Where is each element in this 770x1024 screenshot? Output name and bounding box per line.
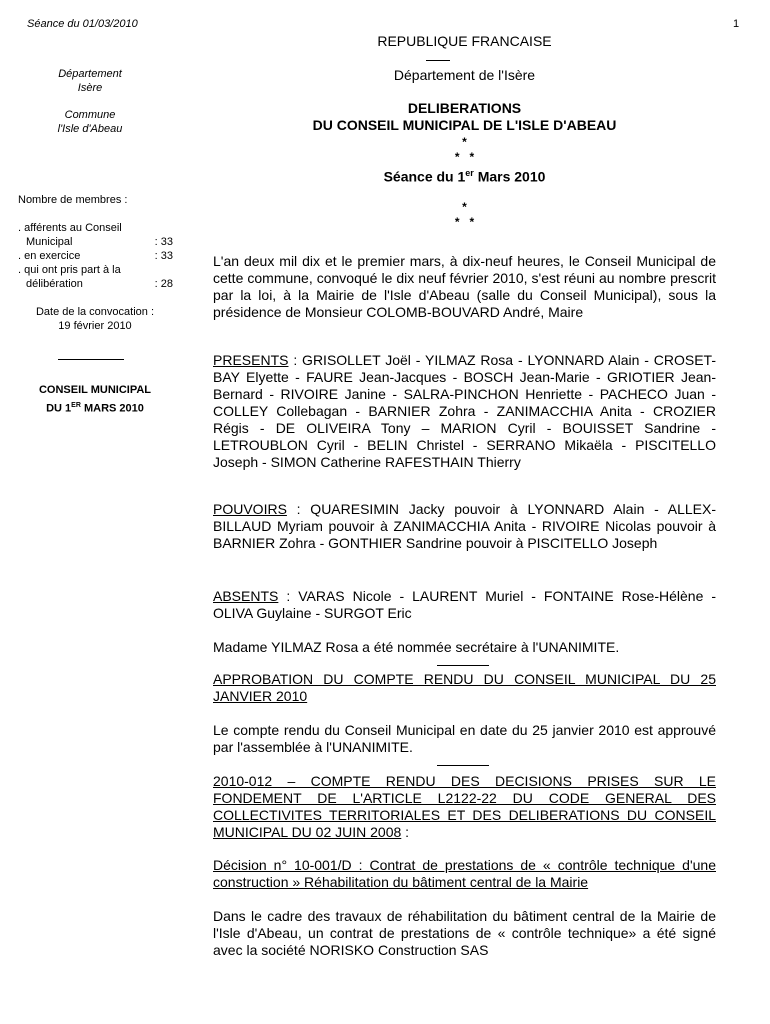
sidebar-divider [58,359,124,360]
afferents-value: : 33 [154,236,173,248]
conseil-title-sup: ER [71,402,81,409]
seance-title [213,168,716,185]
decision-title: Décision n° 10-001/D : Contrat de prestations de « contrôle technique d'une construction » Réhabilitation du bâtiment central de la Mairie [213,857,716,890]
point-title [213,773,716,841]
presents-text: : GRISOLLET Joël - YILMAZ Rosa - LYONNARD Alain - CROSET-BAY Elyette - FAURE Jean-Jacques - BOSCH Jean-Marie - GRIOTIER Jean-Bernard - RIVOIRE Janine - SALRA-PINCHON Henriette - PACHECO Juan - COLLEY Collebagan - BARNIER Zohra - ZANIMACCHIA Anita - CROZIER Régis - DE OLIVEIRA Tony – MARION Cyril - BOUISSET Sandrine - LETROUBLON Cyril - BELIN Christel - SERRANO Mikaëla - PISCITELLO Joseph - SIMON Catherine RAFESTHAIN Thierry [213,352,716,470]
afferents-line1: . afférents au Conseil [18,222,122,234]
pris-part-line1: . qui ont pris part à la [18,264,121,276]
conseil-title-du: DU 1 [46,402,72,415]
conseil-title-line1: CONSEIL MUNICIPAL [38,384,152,396]
section-divider-2 [437,765,489,766]
afferents-line2: Municipal [26,236,73,248]
republique-title: REPUBLIQUE FRANCAISE [377,33,552,49]
departement-block [30,67,150,95]
conseil-line: DU CONSEIL MUNICIPAL DE L'ISLE D'ABEAU [312,117,617,133]
seance-prefix: Séance du 1 [383,168,466,185]
commune-label: Commune [64,109,116,121]
departement-name: Isère [77,82,103,94]
absents-label: ABSENTS [213,588,279,604]
pouvoirs-text: : QUARESIMIN Jacky pouvoir à LYONNARD Alain - ALLEX-BILLAUD Myriam pouvoir à ZANIMACCHIA Anita - RIVOIRE Nicolas pouvoir à BARNIER Zohra - GONTHIER Sandrine pouvoir à PISCITELLO Joseph [213,501,716,551]
star-2: * * [454,150,475,164]
presents-paragraph [213,352,716,471]
absents-paragraph [213,588,716,622]
presents-label: PRESENTS [213,352,289,368]
convocation-date: 19 février 2010 [58,320,132,332]
pris-part-row [18,277,173,291]
star-3: * [462,200,467,214]
approbation-paragraph: Le compte rendu du Conseil Municipal en date du 25 janvier 2010 est approuvé par l'assemblée à l'UNANIMITE. [213,722,716,755]
title-divider [426,60,450,61]
departement-title: Département de l'Isère [393,67,536,83]
exercice-label: . en exercice [18,250,81,262]
seance-sup: er [465,168,474,178]
deliberations-title [213,100,716,134]
commune-block [30,108,150,136]
deliberations-line: DELIBERATIONS [407,100,522,116]
approbation-title: APPROBATION DU COMPTE RENDU DU CONSEIL MUNICIPAL DU 25 JANVIER 2010 [213,671,716,704]
star-4: * * [454,215,475,229]
decision-paragraph: Dans le cadre des travaux de réhabilitation du bâtiment central de la Mairie de l'Isle d'Abeau, un contrat de prestations de « contrôle technique» a été signé avec la société NORISKO Construction SAS [213,908,716,958]
convocation-label: Date de la convocation : [35,306,155,318]
star-separator-bottom [213,200,716,230]
membres-counts [18,221,173,291]
seance-suffix: Mars 2010 [477,168,546,185]
conseil-title-rest: MARS 2010 [83,402,144,415]
pris-part-value: : 28 [154,278,173,290]
star-1: * [462,135,467,149]
convocation-block [20,305,170,333]
membres-title: Nombre de membres : [18,194,128,206]
conseil-title-sidebar [20,383,170,417]
section-divider-1 [437,665,489,666]
secretaire-paragraph: Madame YILMAZ Rosa a été nommée secrétaire à l'UNANIMITE. [213,639,620,655]
point-title-text: 2010-012 – COMPTE RENDU DES DECISIONS PRISES SUR LE FONDEMENT DE L'ARTICLE L2122-22 DU CODE GENERAL DES COLLECTIVITES TERRITORIALES ET DES DELIBERATIONS DU CONSEIL MUNICIPAL DU 02 JUIN 2008 [213,773,716,840]
page-number: 1 [733,18,740,30]
commune-name: l'Isle d'Abeau [57,123,123,135]
departement-label: Département [58,68,122,80]
intro-paragraph: L'an deux mil dix et le premier mars, à dix-neuf heures, le Conseil Municipal de cette commune, convoqué le dix neuf février 2010, s'est réuni au nombre prescrit par la loi, à la Mairie de l'Isle d'Abeau (salle du Conseil Municipal), sous la présidence de Monsieur COLOMB-BOUVARD André, Maire [213,253,716,320]
pris-part-line2: délibération [26,278,83,290]
exercice-value: : 33 [154,250,173,262]
seance-date-header: Séance du 01/03/2010 [27,18,138,30]
point-title-suffix: : [401,824,410,840]
conseil-title-line2 [20,398,170,417]
exercice-row [18,249,173,263]
star-separator-top [213,135,716,165]
pouvoirs-paragraph [213,501,716,552]
pouvoirs-label: POUVOIRS [213,501,287,517]
afferents-row [18,235,173,249]
absents-text: : VARAS Nicole - LAURENT Muriel - FONTAINE Rose-Hélène - OLIVA Guylaine - SURGOT Eric [213,588,716,621]
